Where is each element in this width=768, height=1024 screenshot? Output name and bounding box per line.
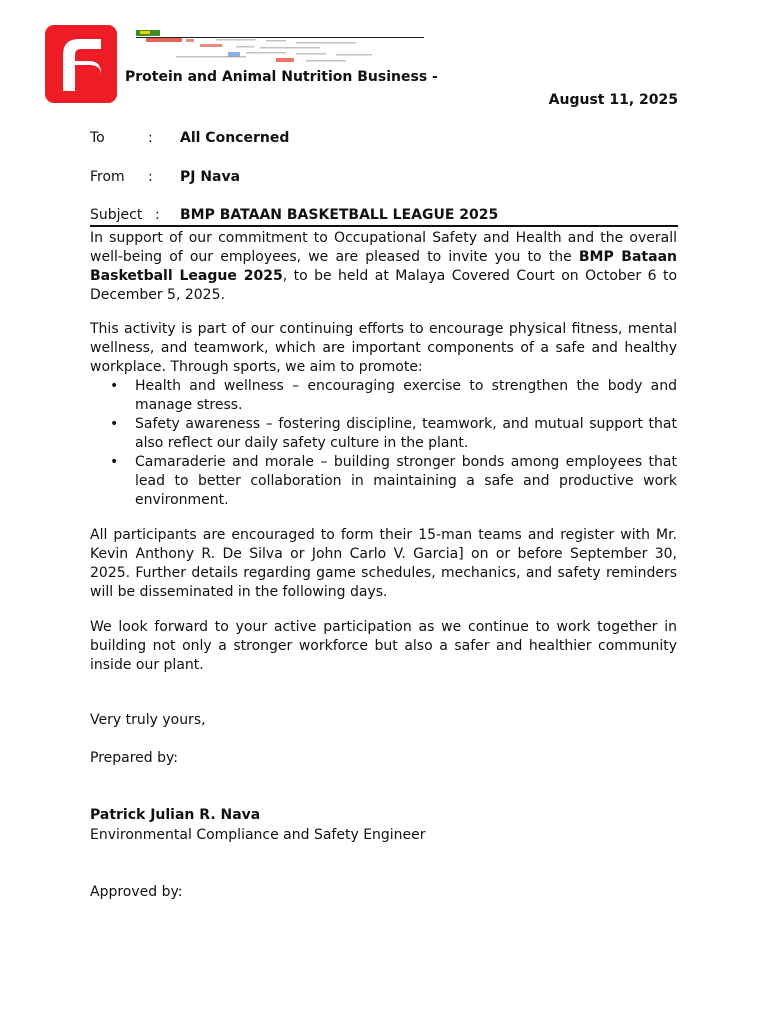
league-name: BMP Bataan Basketball League 2025 — [90, 249, 677, 284]
list-item — [90, 453, 677, 510]
p3-text: All participants are encouraged to form their 15-man teams and register with Mr. Kevin Anthony R. De Silva or John Carlo V. Garcia] on or before September 30, 2025. Further details regarding game schedules, mechanics, and safety reminders will be disseminated in the following days. — [90, 527, 677, 600]
from-colon: : — [148, 169, 153, 185]
list-item — [90, 377, 677, 415]
bullet-text: Camaraderie and morale – building stronger bonds among employees that lead to better collaboration in maintaining a safe and productive work environment. — [135, 454, 677, 508]
promote-list — [90, 377, 677, 510]
p2-text: This activity is part of our continuing efforts to encourage physical fitness, mental wellness, and teamwork, which are important components of a safe and healthy workplace. Through sports, we aim to promote: — [90, 321, 677, 375]
from-value: PJ Nava — [180, 169, 241, 185]
p1-text-a: In support of our commitment to Occupational Safety and Health and the overall well-being of our employees, we are pleased to invite you to the — [90, 230, 677, 265]
approved-by-label: Approved by: — [90, 884, 183, 900]
p1-text-b: , to be held at Malaya Covered Court on October 6 to December 5, 2025. — [90, 268, 678, 303]
bullet-text: Health and wellness – encouraging exercise to strengthen the body and manage stress. — [135, 378, 677, 413]
letterhead-rule — [136, 37, 424, 38]
company-logo-icon — [45, 25, 117, 103]
to-label: To — [90, 130, 105, 146]
from-label: From — [90, 169, 125, 185]
letterhead-graphic — [136, 30, 424, 66]
sign-off: Very truly yours, — [90, 712, 206, 728]
prepared-by-label: Prepared by: — [90, 750, 178, 766]
signatory-title: Environmental Compliance and Safety Engineer — [90, 827, 426, 843]
subject-divider — [90, 225, 678, 227]
list-item — [90, 415, 677, 453]
signatory-name: Patrick Julian R. Nava — [90, 807, 261, 823]
subject-label: Subject — [90, 207, 143, 223]
subject-colon: : — [155, 207, 160, 223]
p4-text: We look forward to your active participation as we continue to work together in building not only a stronger workforce but also a safer and healthier community inside our plant. — [90, 619, 677, 673]
paragraph-purpose — [90, 320, 677, 377]
bullet-dot: • — [110, 378, 119, 394]
paragraph-invitation — [90, 229, 677, 305]
bullet-dot: • — [110, 416, 119, 432]
to-value: All Concerned — [180, 130, 290, 146]
bullet-text: Safety awareness – fostering discipline, teamwork, and mutual support that also reflect our daily safety culture in the plant. — [135, 416, 677, 451]
company-name: Protein and Animal Nutrition Business - — [125, 69, 438, 85]
bullet-dot: • — [110, 454, 119, 470]
paragraph-registration — [90, 526, 677, 602]
to-colon: : — [148, 130, 153, 146]
paragraph-closing — [90, 618, 677, 675]
subject-value: BMP BATAAN BASKETBALL LEAGUE 2025 — [180, 207, 499, 223]
memo-date: August 11, 2025 — [548, 92, 678, 108]
